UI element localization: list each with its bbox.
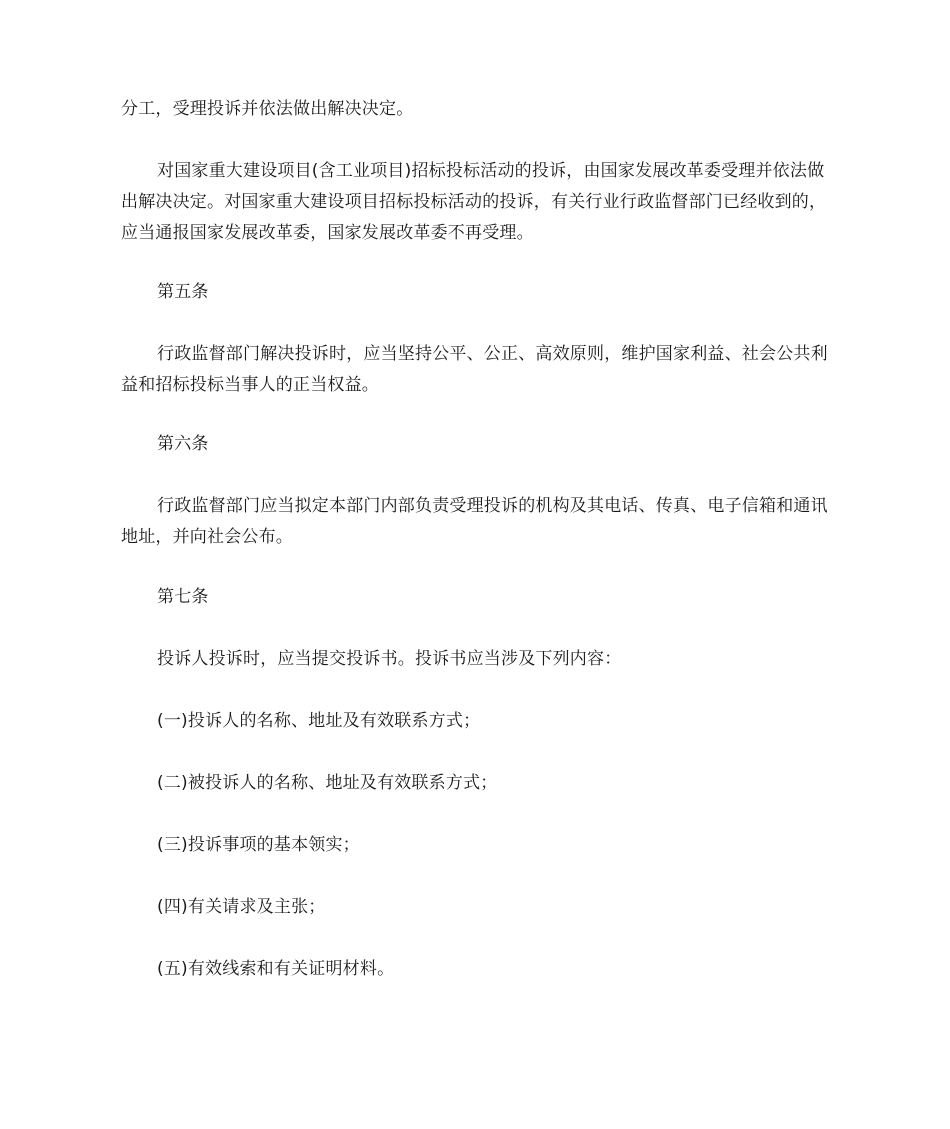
paragraph-article-6: 行政监督部门应当拟定本部门内部负责受理投诉的机构及其电话、传真、电子信箱和通讯地址，并向社会公布。: [121, 496, 828, 547]
paragraph-major-projects: 对国家重大建设项目(含工业项目)招标投标活动的投诉，由国家发展改革委受理并依法做出解决决定。对国家重大建设项目招标投标活动的投诉，有关行业行政监督部门已经收到的，应当通报国家发展改革委，国家发展改革委不再受理。: [121, 161, 827, 243]
article-heading-5: 第五条: [157, 282, 209, 302]
paragraph-article-7: 投诉人投诉时，应当提交投诉书。投诉书应当涉及下列内容：: [157, 649, 622, 669]
paragraph-continuation: 分工，受理投诉并依法做出解决决定。: [121, 99, 414, 119]
article-heading-7: 第七条: [157, 587, 209, 607]
list-item-2: (二)被投诉人的名称、地址及有效联系方式；: [157, 773, 498, 793]
list-item-1: (一)投诉人的名称、地址及有效联系方式；: [157, 711, 481, 731]
list-item-3: (三)投诉事项的基本领实；: [157, 835, 360, 855]
paragraph-article-5: 行政监督部门解决投诉时，应当坚持公平、公正、高效原则，维护国家利益、社会公共利益和招标投标当事人的正当权益。: [121, 344, 828, 395]
article-heading-6: 第六条: [157, 434, 209, 454]
list-item-5: (五)有效线索和有关证明材料。: [157, 959, 395, 979]
list-item-4: (四)有关请求及主张；: [157, 897, 326, 917]
